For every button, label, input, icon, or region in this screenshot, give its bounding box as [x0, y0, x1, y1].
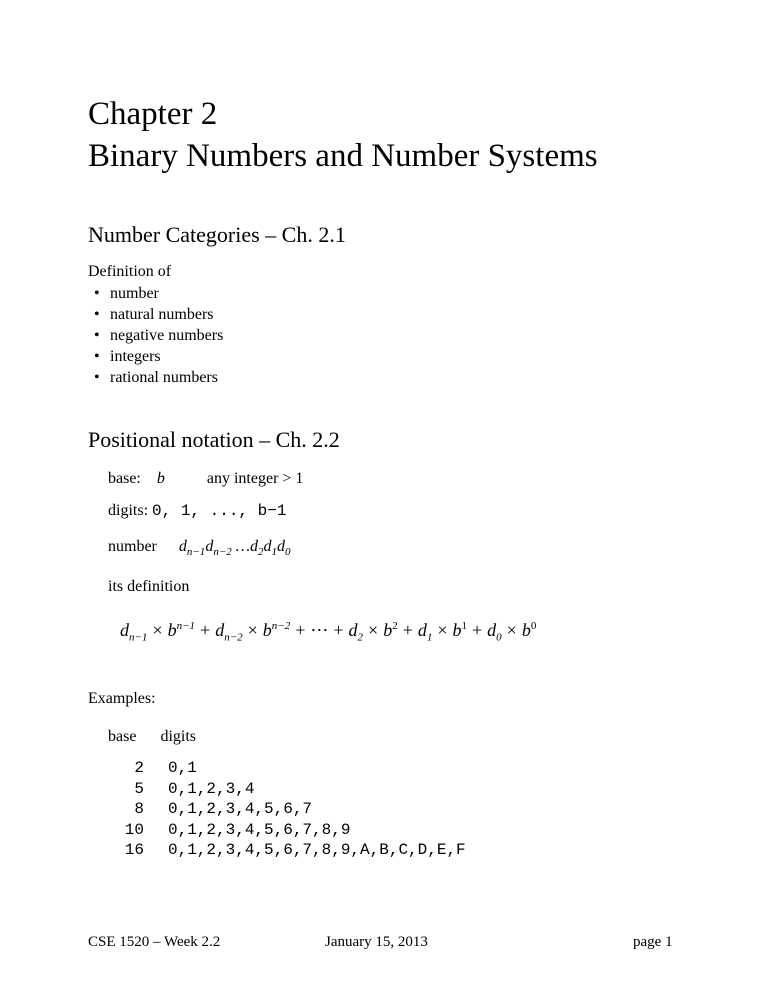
footer-page: page 1	[633, 934, 673, 950]
footer-course: CSE 1520 – Week 2.2	[88, 934, 221, 950]
list-item: • rational numbers	[88, 367, 223, 388]
list-item: • integers	[88, 346, 223, 367]
title-line-2: Binary Numbers and Number Systems	[88, 138, 598, 174]
examples-label: Examples:	[88, 690, 156, 707]
row-base: 10	[124, 820, 144, 839]
table-row	[108, 758, 466, 779]
definition-list	[88, 283, 223, 388]
base-label: base:	[108, 470, 141, 487]
definition-formula: $d_{n-1} \times b^{n-1} + d_{n-2} \times b^{n-2}$ + ⋯ + $d_2 \times b^2 + d_1 \times b^1 + d_0 \times b^0$	[120, 620, 537, 644]
table-row	[108, 779, 466, 800]
bases-table-body	[108, 758, 466, 861]
number-formula: $d_{n-1}d_{n-2}$ $\dots d_2d_1d_0$	[178, 538, 291, 559]
page-title	[88, 93, 598, 177]
number-label: number	[108, 538, 157, 555]
digits-label: digits:	[108, 502, 149, 519]
number-line	[108, 538, 290, 558]
row-base: 8	[134, 800, 144, 818]
list-item: • negative numbers	[88, 325, 223, 346]
header-digits: digits	[160, 728, 196, 745]
digits-line	[108, 502, 286, 520]
table-row	[108, 840, 466, 861]
row-base: 16	[124, 841, 144, 859]
row-base: 5	[134, 779, 144, 798]
table-row	[108, 820, 466, 841]
row-digits: 0,1,2,3,4,5,6,7,8,9,A,B,C,D,E,F	[168, 841, 466, 859]
bases-table	[108, 728, 196, 746]
row-digits: 0,1,2,3,4,5,6,7	[168, 800, 313, 818]
table-header-row	[108, 728, 196, 746]
base-symbol: b	[156, 470, 165, 487]
base-line	[108, 470, 303, 488]
row-base: 2	[134, 759, 144, 777]
definition-intro: Definition of	[88, 263, 172, 280]
footer-date: January 15, 2013	[325, 934, 428, 950]
table-row	[108, 799, 466, 820]
header-base: base	[108, 728, 137, 745]
section-heading-positional-notation: Positional notation – Ch. 2.2	[88, 427, 340, 452]
definition-label: its definition	[108, 578, 190, 595]
base-description: any integer > 1	[206, 470, 304, 487]
section-heading-number-categories: Number Categories – Ch. 2.1	[88, 222, 346, 247]
row-digits: 0,1,2,3,4	[168, 779, 255, 798]
row-digits: 0,1	[168, 759, 197, 777]
list-item: • natural numbers	[88, 304, 223, 325]
row-digits: 0,1,2,3,4,5,6,7,8,9	[168, 820, 351, 839]
list-item: • number	[88, 283, 223, 304]
title-line-1: Chapter 2	[88, 96, 218, 132]
digits-value: 0, 1, ..., b−1	[152, 502, 287, 520]
